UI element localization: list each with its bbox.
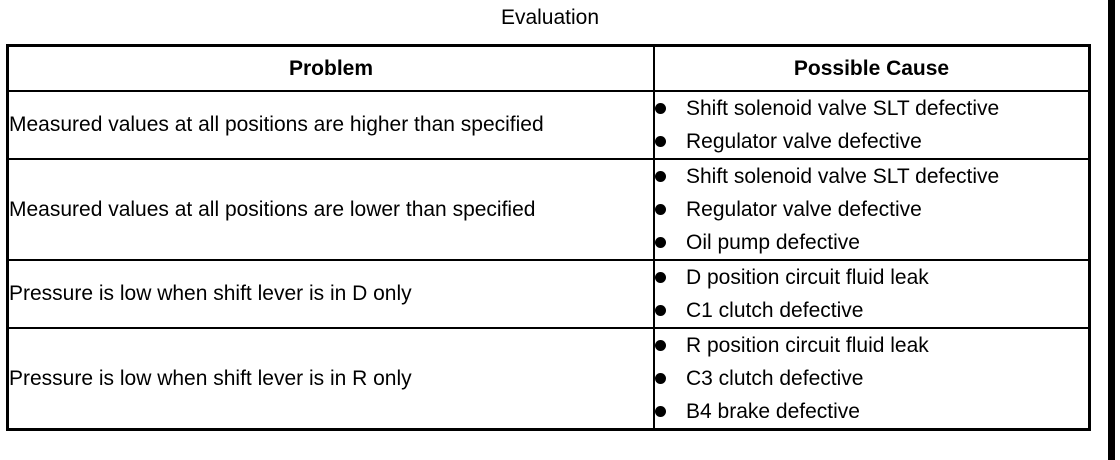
table-row xyxy=(8,260,1090,328)
cause-text: Regulator valve defective xyxy=(686,198,922,221)
cause-list xyxy=(655,261,1088,327)
problem-cell: Pressure is low when shift lever is in D only xyxy=(8,260,655,328)
cause-text: Shift solenoid valve SLT defective xyxy=(686,97,1000,120)
cause-list xyxy=(655,160,1088,259)
cause-item xyxy=(655,226,1088,259)
cause-text: R position circuit fluid leak xyxy=(686,334,929,357)
cause-cell xyxy=(654,260,1090,328)
problem-cell: Measured values at all positions are higher than specified xyxy=(8,91,655,159)
cause-item xyxy=(655,261,1088,294)
cause-item xyxy=(655,294,1088,327)
bullet-icon xyxy=(655,237,666,248)
cause-item xyxy=(655,362,1088,395)
bullet-icon xyxy=(655,272,666,283)
bullet-icon xyxy=(655,373,666,384)
bullet-icon xyxy=(655,340,666,351)
bullet-icon xyxy=(655,406,666,417)
cause-text: C3 clutch defective xyxy=(686,367,864,390)
cause-text: Shift solenoid valve SLT defective xyxy=(686,165,1000,188)
evaluation-table xyxy=(6,44,1091,431)
problem-cell: Measured values at all positions are lower than specified xyxy=(8,159,655,260)
problem-cell: Pressure is low when shift lever is in R only xyxy=(8,328,655,430)
cause-cell xyxy=(654,159,1090,260)
right-edge-rule xyxy=(1108,0,1115,460)
cause-item xyxy=(655,329,1088,362)
bullet-icon xyxy=(655,204,666,215)
cause-cell xyxy=(654,91,1090,159)
cause-item xyxy=(655,193,1088,226)
table-row xyxy=(8,159,1090,260)
bullet-icon xyxy=(655,136,666,147)
cause-cell xyxy=(654,328,1090,430)
table-row xyxy=(8,328,1090,430)
cause-item xyxy=(655,395,1088,428)
bullet-icon xyxy=(655,305,666,316)
cause-text: B4 brake defective xyxy=(686,400,860,423)
cause-list xyxy=(655,329,1088,428)
cause-list xyxy=(655,92,1088,158)
bullet-icon xyxy=(655,171,666,182)
header-possible-cause: Possible Cause xyxy=(654,46,1090,92)
cause-text: Oil pump defective xyxy=(686,231,860,254)
header-problem: Problem xyxy=(8,46,655,92)
table-row xyxy=(8,91,1090,159)
table-caption: Evaluation xyxy=(500,6,600,29)
cause-text: D position circuit fluid leak xyxy=(686,266,929,289)
cause-item xyxy=(655,160,1088,193)
cause-text: Regulator valve defective xyxy=(686,130,922,153)
cause-text: C1 clutch defective xyxy=(686,299,864,322)
cause-item xyxy=(655,92,1088,125)
cause-item xyxy=(655,125,1088,158)
bullet-icon xyxy=(655,103,666,114)
header-row xyxy=(8,46,1090,92)
